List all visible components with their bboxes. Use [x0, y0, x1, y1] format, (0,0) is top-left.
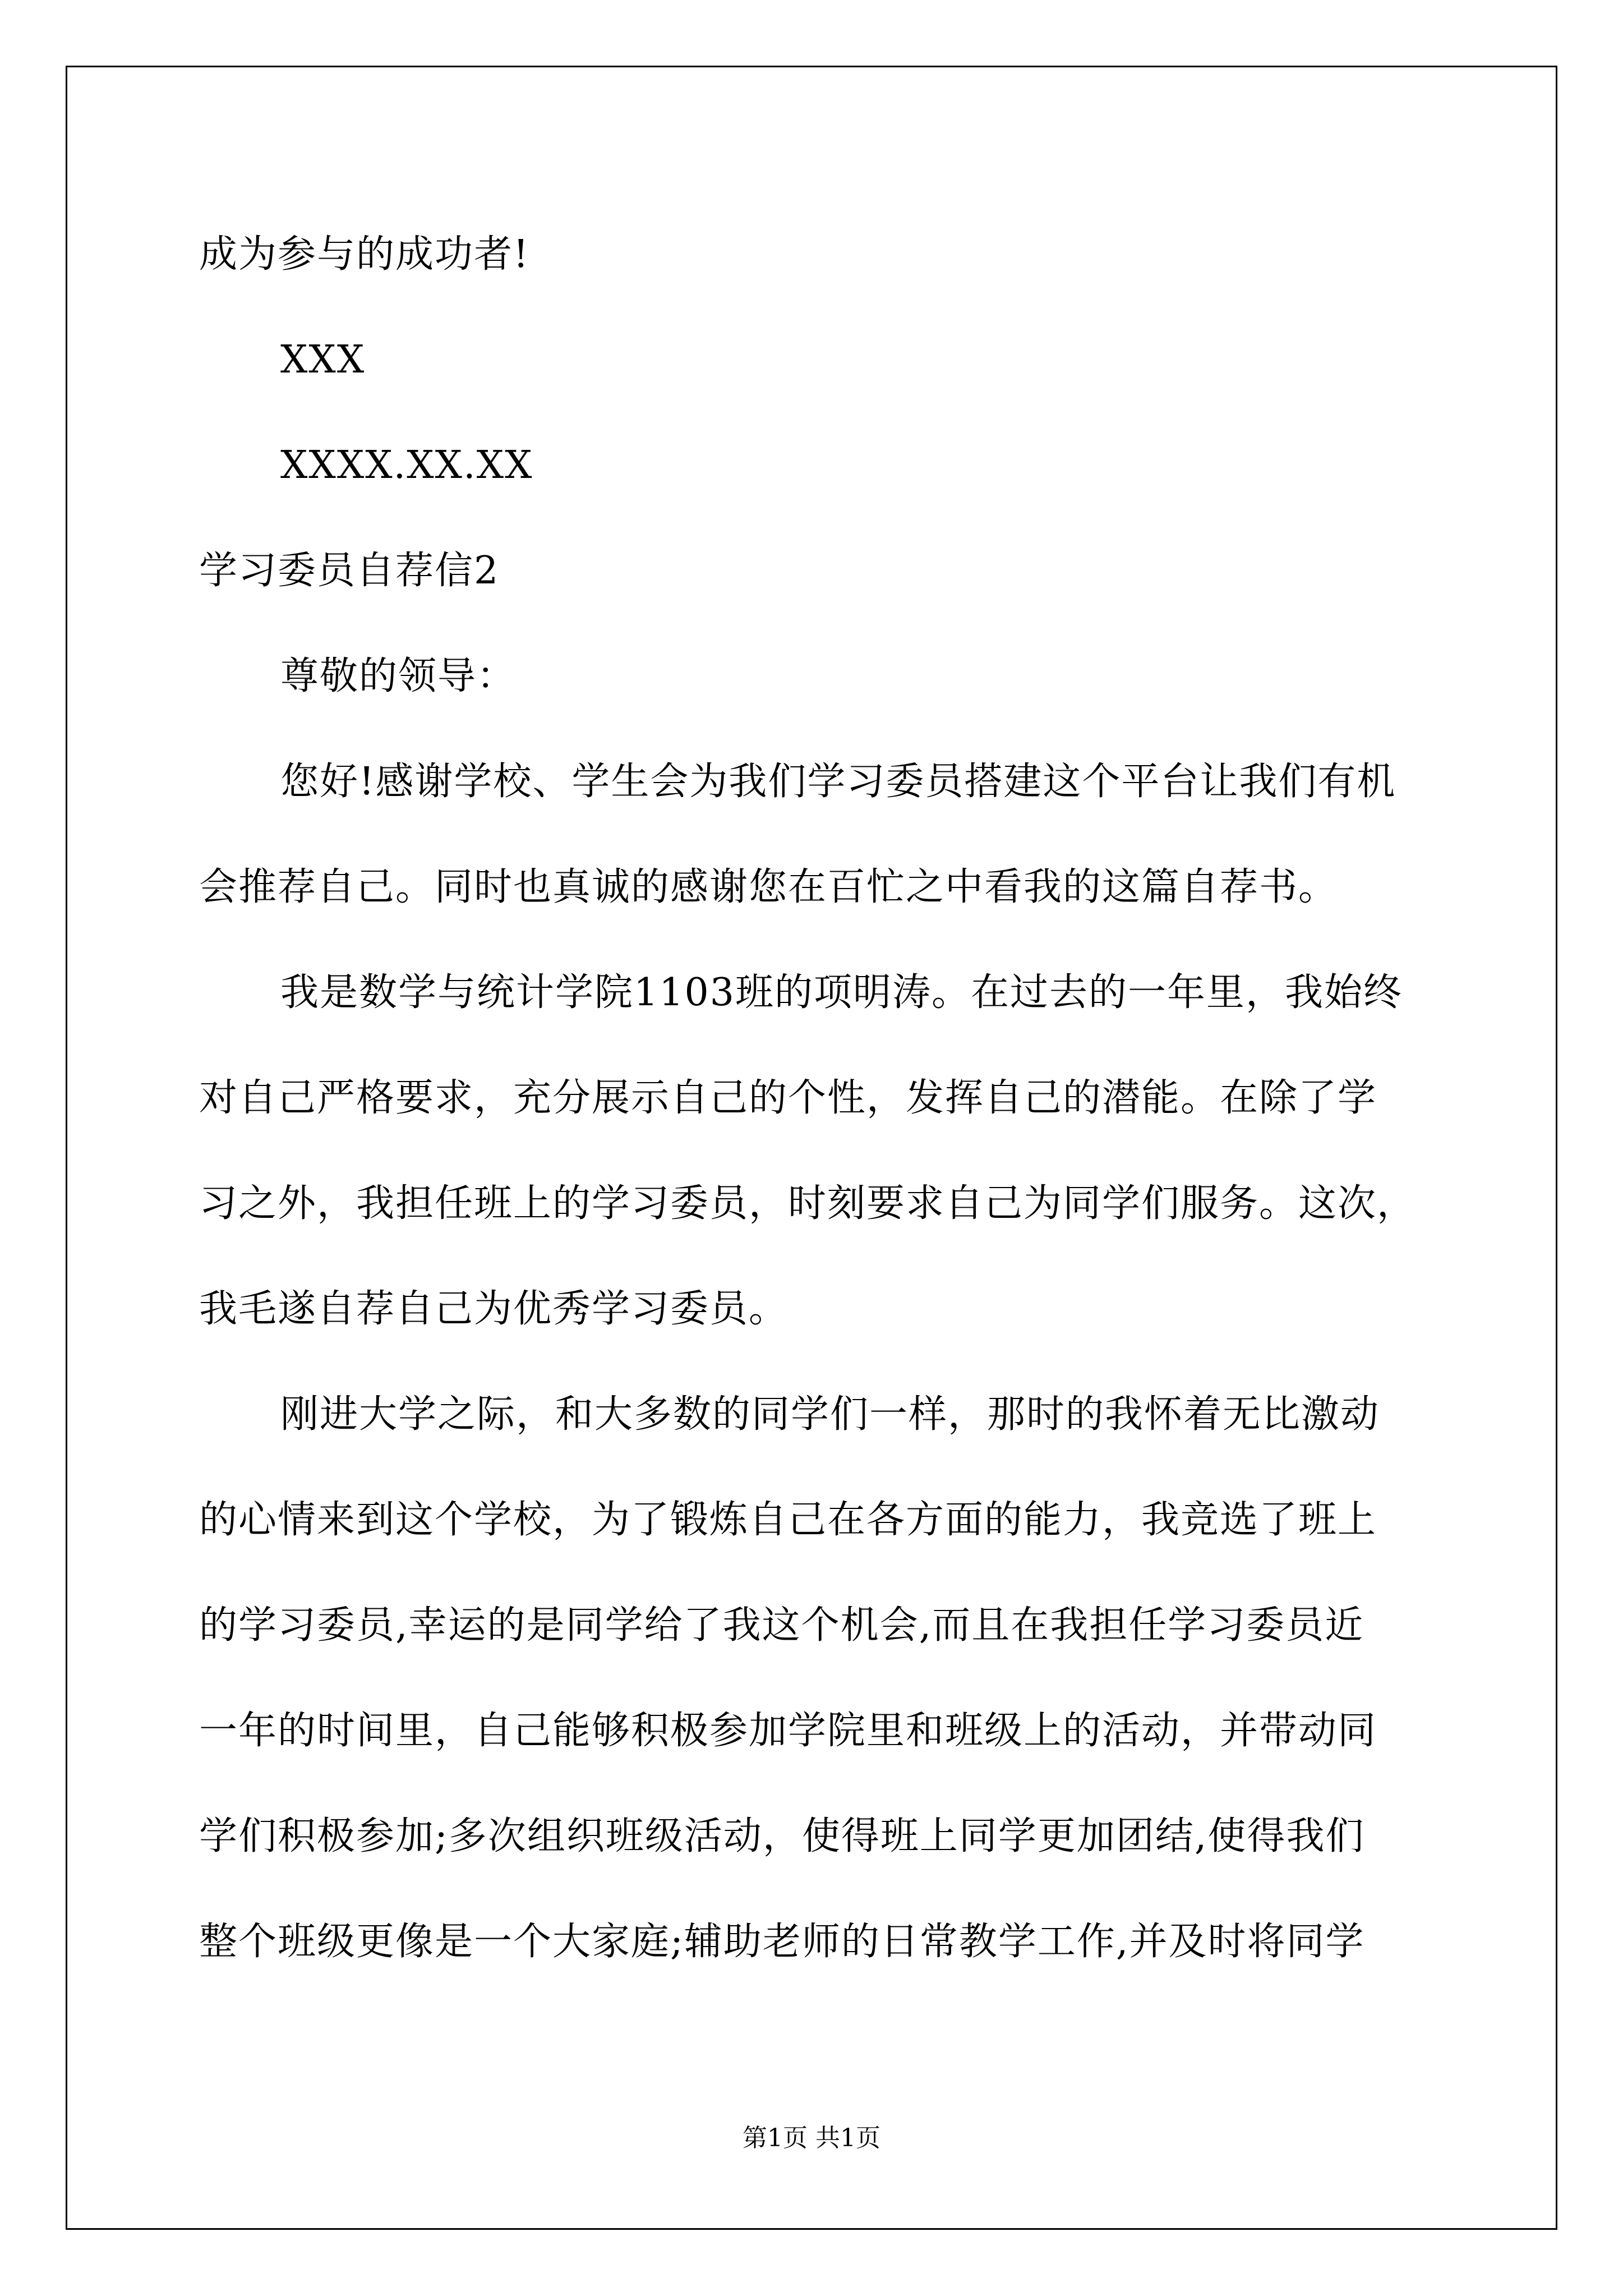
paragraph-line: 您好!感谢学校、学生会为我们学习委员搭建这个平台让我们有机	[280, 760, 1396, 804]
salutation: 尊敬的领导：	[280, 654, 517, 698]
paragraph-line: 学们积极参加;多次组织班级活动，使得班上同学更加团结,使得我们	[199, 1814, 1365, 1858]
paragraph-line: 我是数学与统计学院1103班的项明涛。在过去的一年里，我始终	[280, 970, 1403, 1015]
paragraph-line: 的学习委员,幸运的是同学给了我这个机会,而且在我担任学习委员近	[199, 1603, 1364, 1648]
page-number-footer: 第1页 共1页	[743, 2124, 880, 2152]
paragraph-line: 刚进大学之际，和大多数的同学们一样，那时的我怀着无比激动	[280, 1392, 1380, 1437]
paragraph-line: 一年的时间里，自己能够积极参加学院里和班级上的活动，并带动同	[199, 1709, 1377, 1753]
signature-name: XXX	[280, 338, 366, 382]
paragraph-line: 会推荐自己。同时也真诚的感谢您在百忙之中看我的这篇自荐书。	[199, 865, 1338, 909]
letter-title: 学习委员自荐信2	[199, 549, 500, 593]
signature-date: XXXX.XX.XX	[280, 443, 533, 487]
paragraph-line: 对自己严格要求，充分展示自己的个性，发挥自己的潜能。在除了学	[199, 1076, 1377, 1120]
page-border	[66, 66, 1557, 2230]
paragraph-line: 整个班级更像是一个大家庭;辅助老师的日常教学工作,并及时将同学	[199, 1920, 1365, 1964]
text-line-1: 成为参与的成功者!	[199, 232, 530, 277]
paragraph-line: 的心情来到这个学校，为了锻炼自己在各方面的能力，我竞选了班上	[199, 1498, 1377, 1542]
paragraph-line: 我毛遂自荐自己为优秀学习委员。	[199, 1287, 789, 1331]
paragraph-line: 习之外，我担任班上的学习委员，时刻要求自己为同学们服务。这次，	[199, 1181, 1417, 1226]
